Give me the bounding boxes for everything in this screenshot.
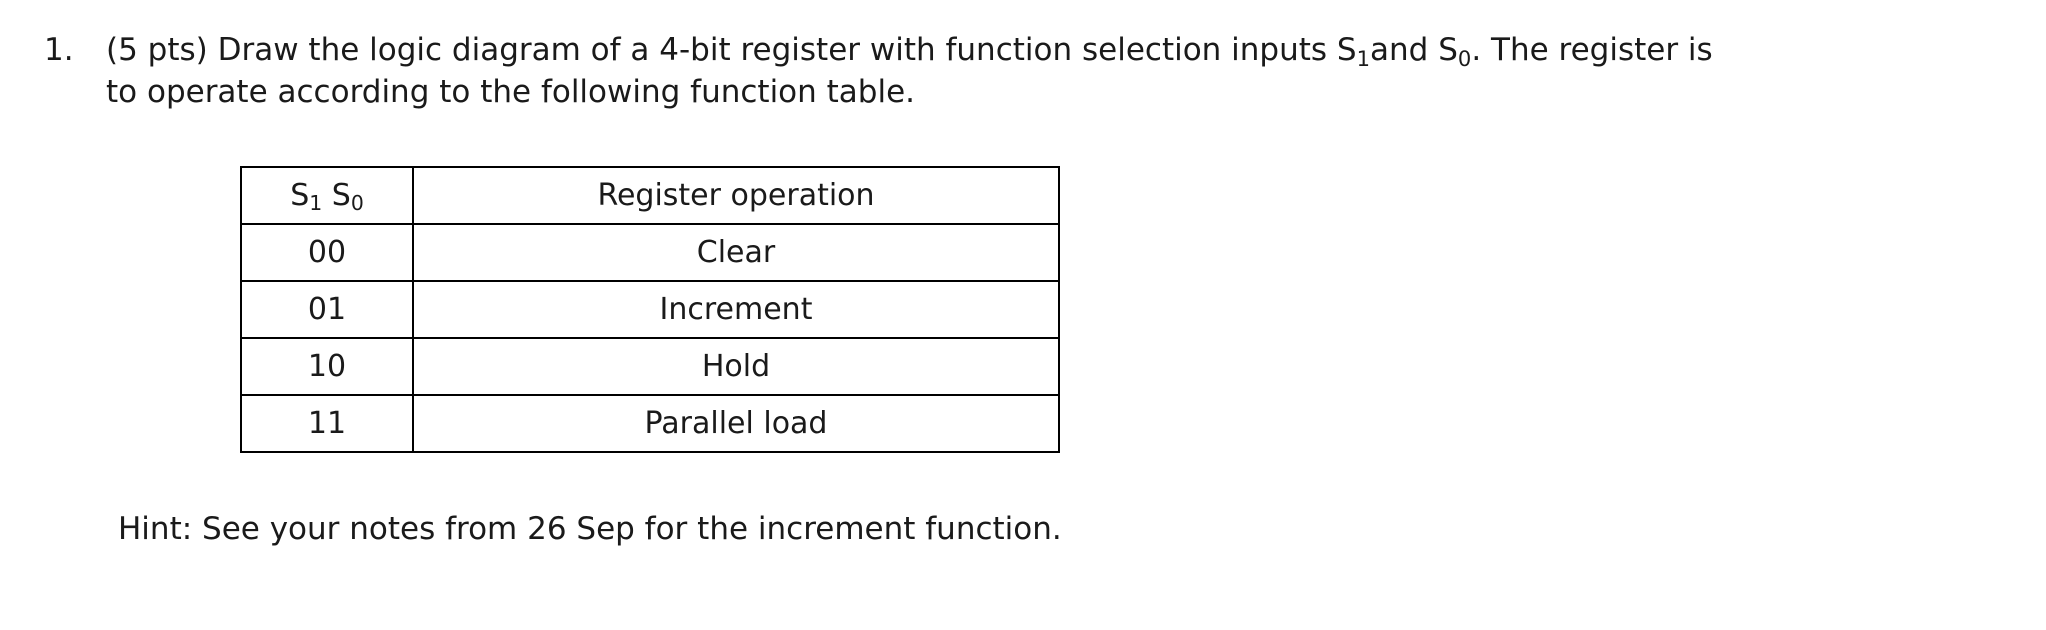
header-s-letter-2: S xyxy=(322,177,351,213)
cell-operation: Parallel load xyxy=(413,395,1059,452)
header-register-operation: Register operation xyxy=(413,167,1059,224)
table-row xyxy=(241,281,1059,338)
header-s1-sub: 1 xyxy=(309,191,323,216)
header-selection-inputs xyxy=(241,167,413,224)
cell-operation: Clear xyxy=(413,224,1059,281)
question-text xyxy=(106,30,1713,114)
question-line-1-suffix: . The register is xyxy=(1471,32,1713,68)
table-row xyxy=(241,224,1059,281)
subscript-s0: 0 xyxy=(1457,45,1472,71)
cell-operation: Hold xyxy=(413,338,1059,395)
header-s-letter: S xyxy=(290,177,310,213)
hint-text: Hint: See your notes from 26 Sep for the increment function. xyxy=(118,510,1062,547)
question-line-1 xyxy=(106,30,1713,72)
header-s0-sub: 0 xyxy=(350,191,364,216)
question-line-1-prefix: (5 pts) Draw the logic diagram of a 4-bit register with function selection inputs S xyxy=(106,32,1357,68)
table-row xyxy=(241,338,1059,395)
table-row xyxy=(241,395,1059,452)
question-number: 1. xyxy=(44,32,74,68)
cell-select: 10 xyxy=(241,338,413,395)
cell-select: 01 xyxy=(241,281,413,338)
question-line-2: to operate according to the following function table. xyxy=(106,73,916,110)
function-table-wrapper xyxy=(0,166,2046,453)
function-table xyxy=(240,166,1060,453)
table-header-row xyxy=(241,167,1059,224)
cell-select: 00 xyxy=(241,224,413,281)
cell-operation: Increment xyxy=(413,281,1059,338)
question-line-1-mid: and S xyxy=(1370,32,1458,68)
cell-select: 11 xyxy=(241,395,413,452)
question-block xyxy=(0,30,2046,114)
subscript-s1: 1 xyxy=(1356,45,1371,71)
